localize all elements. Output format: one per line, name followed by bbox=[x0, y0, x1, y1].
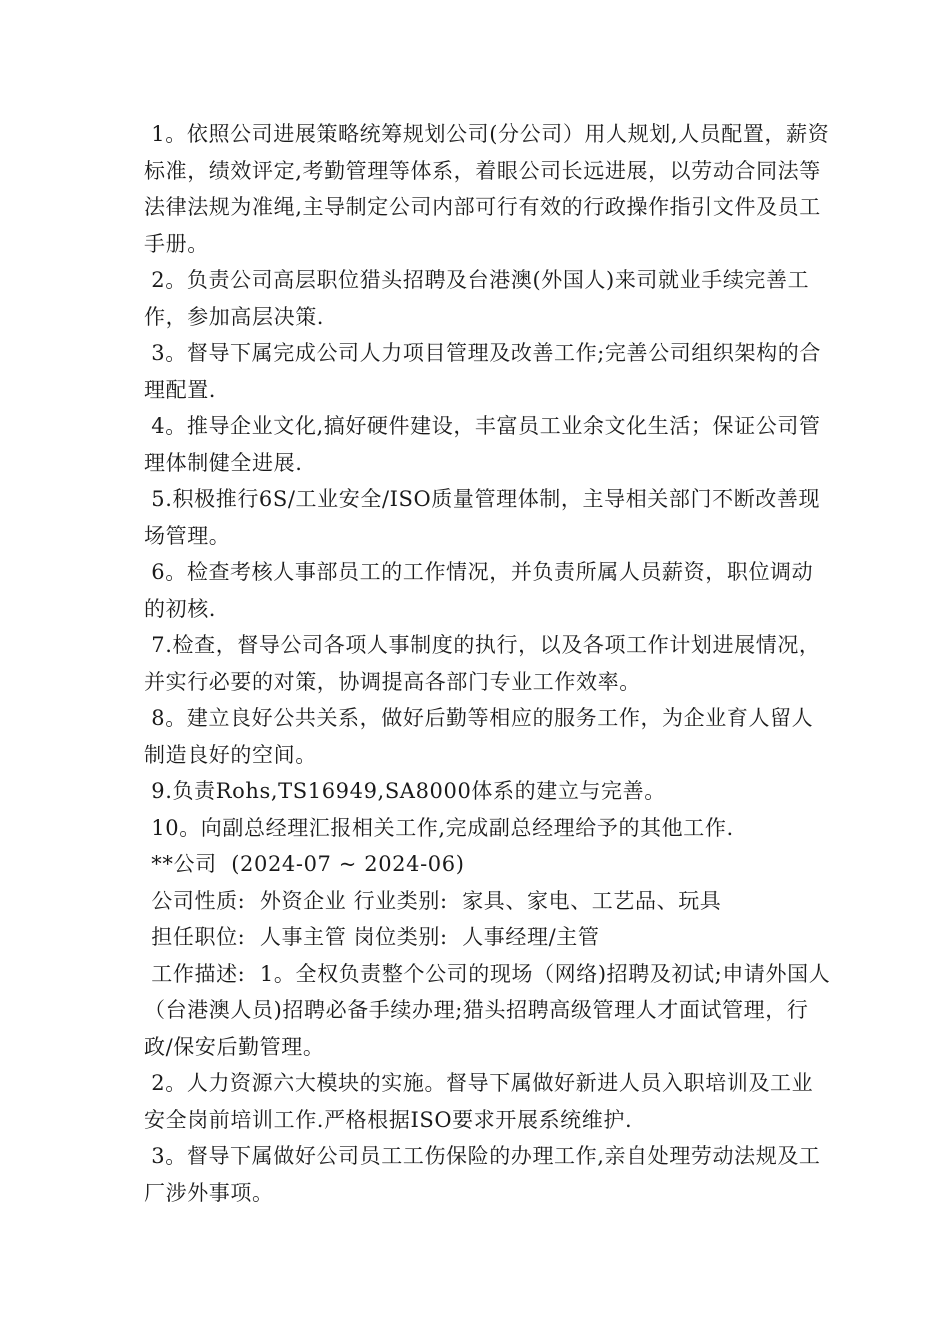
paragraph-8: 8。建立良好公共关系，做好后勤等相应的服务工作，为企业育人留人制造良好的空间。 bbox=[144, 706, 814, 767]
job-description-3: 3。督导下属做好公司员工工伤保险的办理工作,亲自处理劳动法规及工厂涉外事项。 bbox=[144, 1144, 821, 1205]
paragraph-5: 5.积极推行6S/工业安全/ISO质量管理体制，主导相关部门不断改善现场管理。 bbox=[144, 487, 821, 548]
paragraph-1: 1。依照公司进展策略统筹规划公司(分公司）用人规划,人员配置，薪资标准，绩效评定,考勤管理等体系，着眼公司长远进展，以劳动合同法等法律法规为准绳,主导制定公司内部可行有效的行政操作指引文件及员工手册。 bbox=[144, 122, 830, 256]
position-line: 担任职位: 人事主管 岗位类别: 人事经理/主管 bbox=[144, 925, 600, 949]
paragraph-7: 7.检查，督导公司各项人事制度的执行，以及各项工作计划进展情况，并实行必要的对策，协调提高各部门专业工作效率。 bbox=[144, 633, 821, 694]
company-heading: **公司 (2024-07 ~ 2024-06) bbox=[144, 852, 465, 876]
paragraph-3: 3。督导下属完成公司人力项目管理及改善工作;完善公司组织架构的合理配置. bbox=[144, 341, 821, 402]
paragraph-10: 10。向副总经理汇报相关工作,完成副总经理给予的其他工作. bbox=[144, 815, 734, 840]
company-nature-line: 公司性质: 外资企业 行业类别: 家具、家电、工艺品、玩具 bbox=[144, 888, 722, 913]
job-description-2: 2。人力资源六大模块的实施。督导下属做好新进人员入职培训及工业安全岗前培训工作.严格根据ISO要求开展系统维护. bbox=[144, 1071, 814, 1132]
paragraph-4: 4。推导企业文化,搞好硬件建设，丰富员工业余文化生活；保证公司管理体制健全进展. bbox=[144, 414, 821, 475]
job-description-1: 工作描述: 1。全权负责整个公司的现场（网络)招聘及初试;申请外国人（台港澳人员)招聘必备手续办理;猎头招聘高级管理人才面试管理，行政/保安后勤管理。 bbox=[144, 961, 831, 1059]
paragraph-2: 2。负责公司高层职位猎头招聘及台港澳(外国人)来司就业手续完善工作，参加高层决策. bbox=[144, 268, 810, 329]
paragraph-6: 6。检查考核人事部员工的工作情况，并负责所属人员薪资，职位调动的初核. bbox=[144, 560, 814, 621]
document-body bbox=[144, 116, 834, 1211]
paragraph-9: 9.负责Rohs,TS16949,SA8000体系的建立与完善。 bbox=[144, 779, 666, 803]
